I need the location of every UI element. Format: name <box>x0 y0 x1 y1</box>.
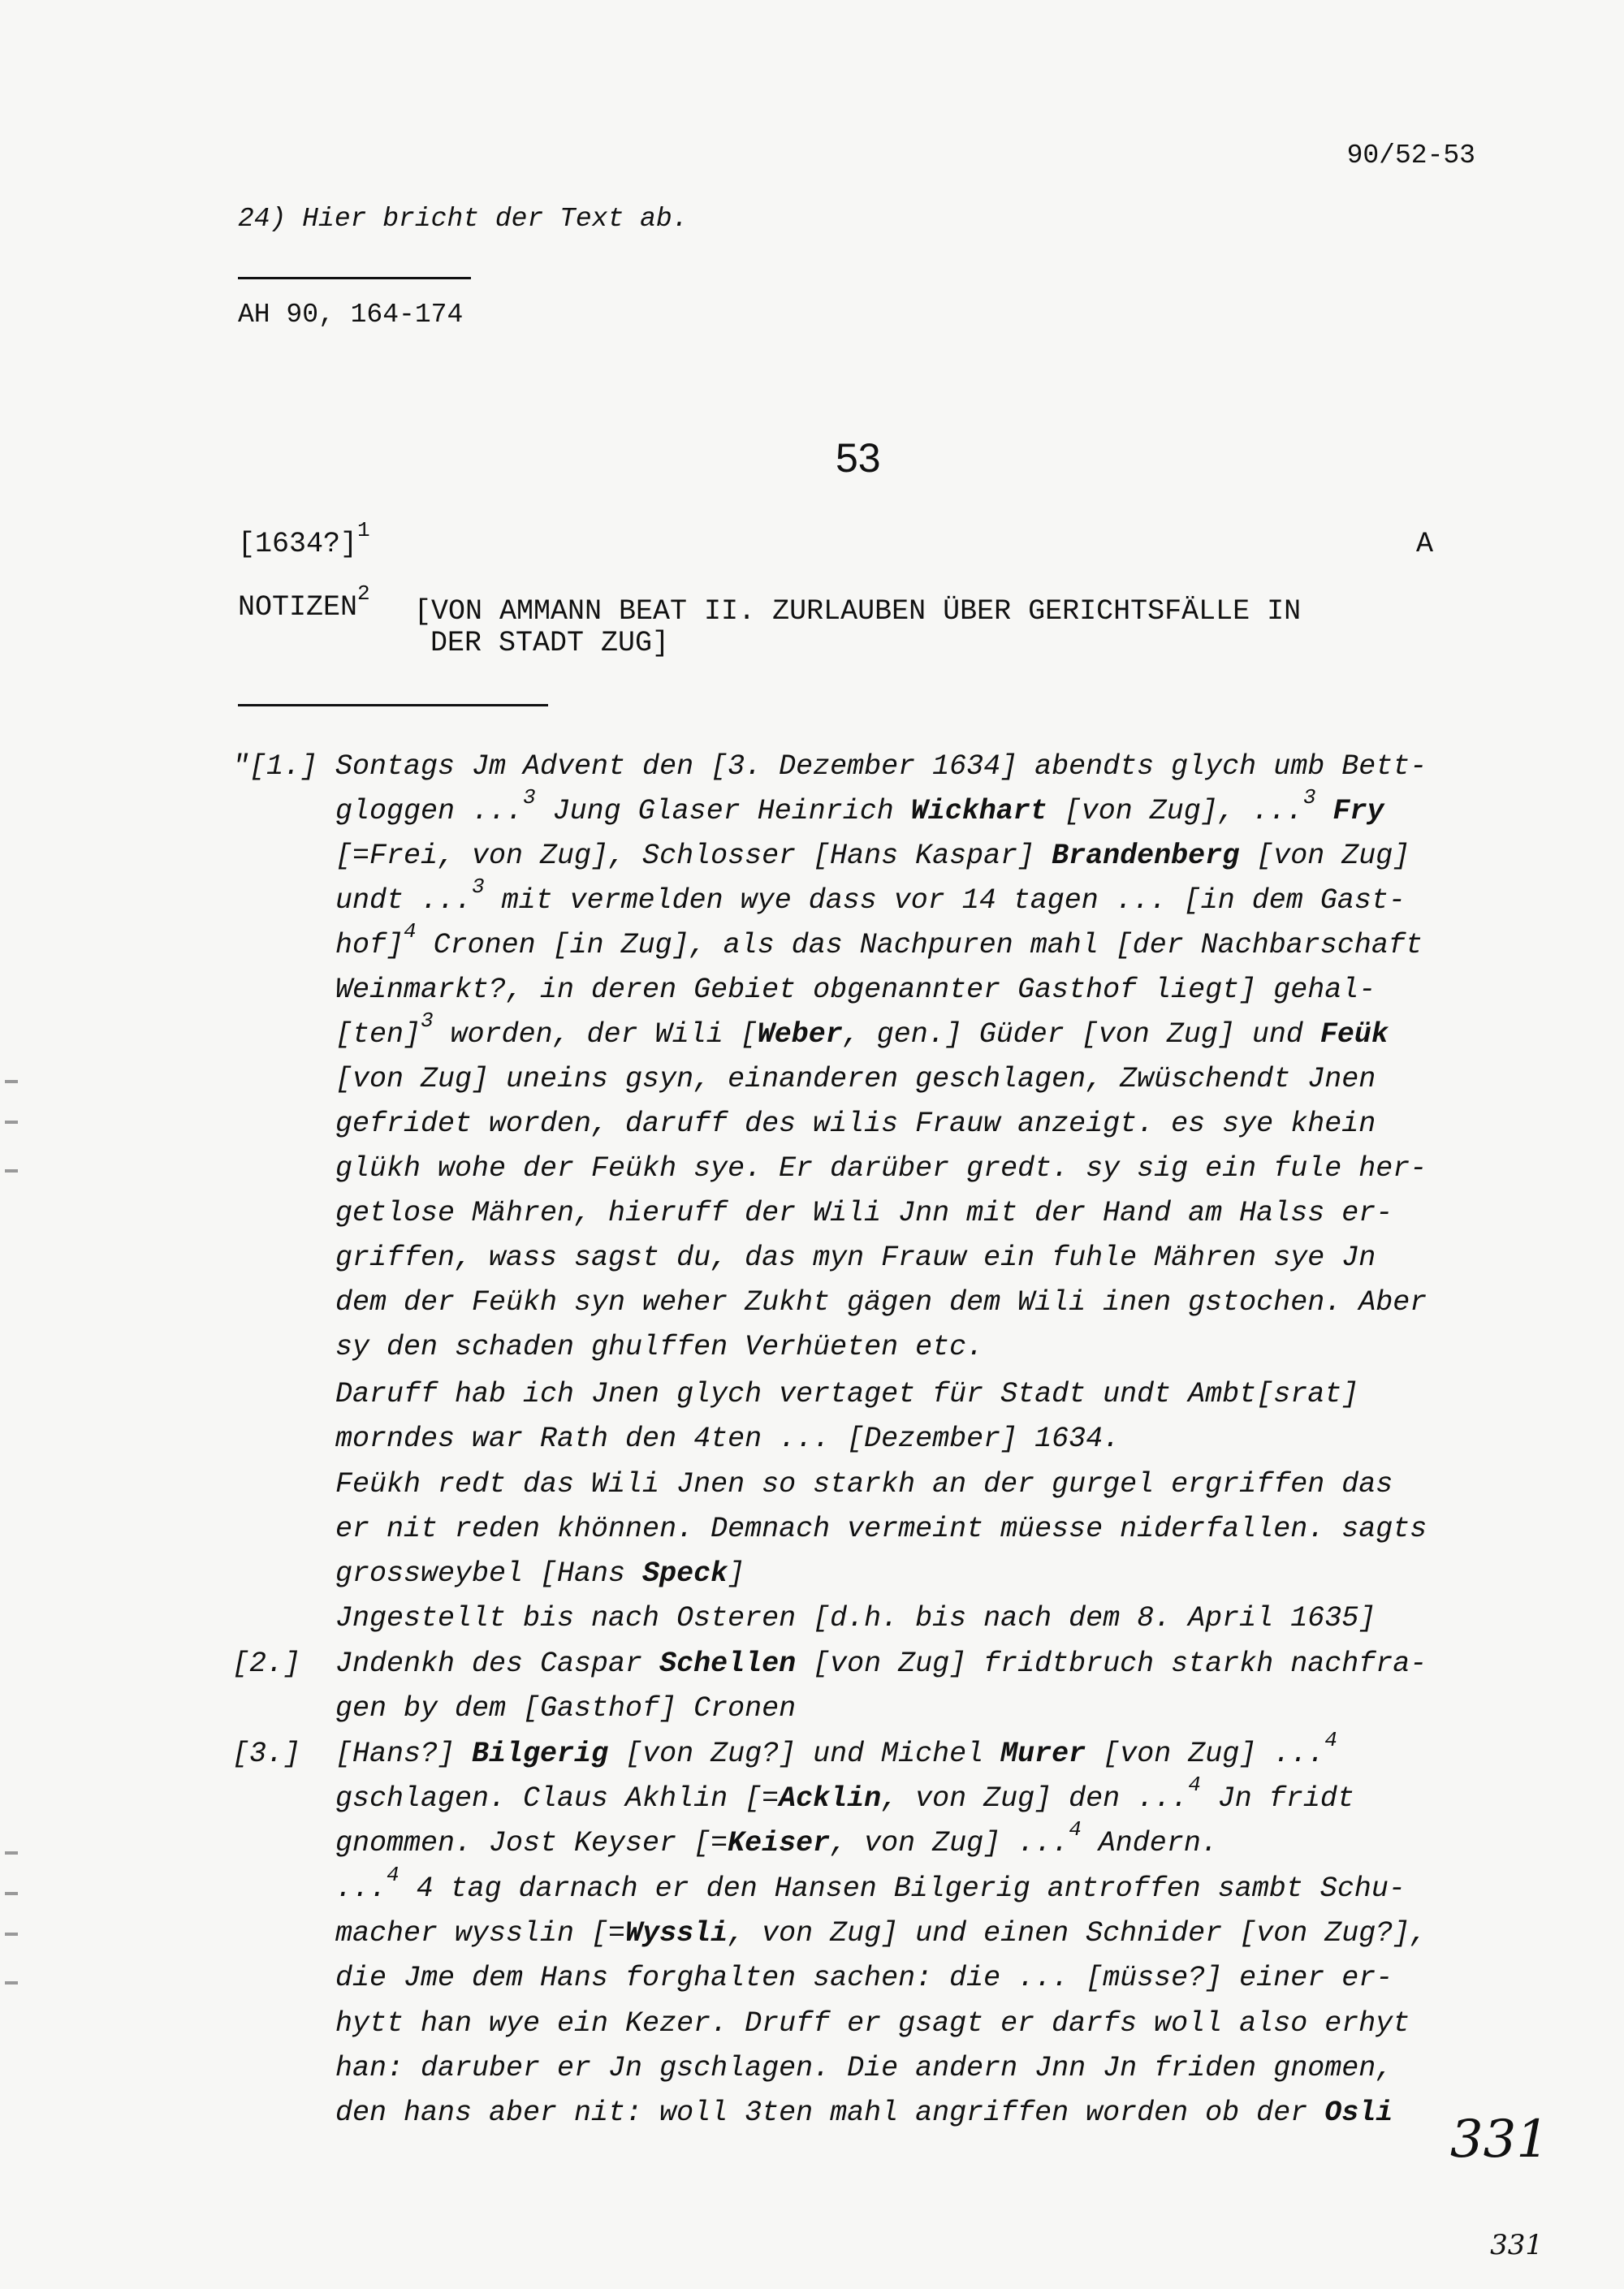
text-run: ] <box>728 1557 745 1590</box>
archive-reference: 90/52-53 <box>1346 140 1475 171</box>
text-line <box>335 875 1406 917</box>
name-bold: Keiser <box>728 1827 831 1859</box>
text-run: , gen.] Güder [von Zug] und <box>842 1018 1320 1051</box>
binding-mark <box>5 1121 18 1124</box>
text-line <box>335 1863 1406 1905</box>
text-run: [ten] <box>335 1018 421 1051</box>
entry-number-1: "[1.] <box>232 750 318 783</box>
text-run: gschlagen. Claus Akhlin [= <box>335 1782 780 1815</box>
name-bold: Fry <box>1332 795 1384 827</box>
text-line <box>335 840 1410 872</box>
text-line: griffen, wass sagst du, das myn Frauw ein fuhle Mähren sye Jn <box>335 1242 1376 1274</box>
footnote-mark: 3 <box>421 1008 434 1034</box>
text-line: [von Zug] uneins gsyn, einanderen geschlagen, Zwüschendt Jnen <box>335 1063 1376 1095</box>
name-bold: Feük <box>1320 1018 1389 1051</box>
binding-mark <box>5 1892 18 1895</box>
footnote-mark: 4 <box>1324 1728 1337 1753</box>
text-line <box>335 1817 1218 1859</box>
text-line: die Jme dem Hans forghalten sachen: die ... [müsse?] einer er- <box>335 1962 1393 1994</box>
text-run: Jndenkh des Caspar <box>335 1648 660 1680</box>
binding-mark <box>5 1933 18 1936</box>
text-run: ... <box>335 1872 387 1905</box>
text-line: sy den schaden ghulffen Verhüeten etc. <box>335 1331 984 1363</box>
text-line: getlose Mähren, hieruff der Wili Jnn mit der Hand am Halss er- <box>335 1197 1393 1229</box>
text-line <box>335 919 1423 961</box>
name-bold: Brandenberg <box>1052 840 1240 872</box>
date-text: [1634?] <box>238 528 358 560</box>
pencil-page-number: 331 <box>1490 2229 1543 2261</box>
text-line <box>335 2097 1393 2129</box>
text-run: , von Zug] den ... <box>881 1782 1189 1815</box>
text-line: er nit reden khönnen. Demnach vermeint müesse niderfallen. sagts <box>335 1513 1427 1545</box>
name-bold: Murer <box>1000 1738 1086 1770</box>
document-date <box>238 518 370 560</box>
notizen-label <box>238 581 370 624</box>
name-bold: Wyssli <box>625 1917 728 1950</box>
text-run: Jung Glaser Heinrich <box>535 795 911 827</box>
notizen-text: NOTIZEN <box>238 591 358 624</box>
text-run: , von Zug] ... <box>830 1827 1069 1859</box>
text-run: grossweybel [Hans <box>335 1557 643 1590</box>
name-bold: Osli <box>1324 2097 1393 2129</box>
binding-mark <box>5 1169 18 1173</box>
name-bold: Schellen <box>659 1648 797 1680</box>
text-run <box>1315 795 1332 827</box>
footnote-mark: 3 <box>472 875 485 900</box>
text-line: Daruff hab ich Jnen glych vertaget für Stadt undt Ambt[srat] <box>335 1378 1359 1410</box>
text-line: morndes war Rath den 4ten ... [Dezember] 1634. <box>335 1423 1121 1455</box>
footnote-mark: 3 <box>1302 785 1316 810</box>
text-line: Sontags Jm Advent den [3. Dezember 1634] abendts glych umb Bett- <box>335 750 1427 783</box>
document-number: 53 <box>836 435 881 481</box>
text-line: Weinmarkt?, in deren Gebiet obgenannter Gasthof liegt] gehal- <box>335 974 1376 1006</box>
text-run: [von Zug], ... <box>1047 795 1303 827</box>
text-line: Jngestellt bis nach Osteren [d.h. bis nach dem 8. April 1635] <box>335 1602 1376 1635</box>
text-line <box>335 1008 1389 1051</box>
text-run: [von Zug] fridtbruch starkh nachfra- <box>796 1648 1427 1680</box>
text-run: 4 tag darnach er den Hansen Bilgerig antroffen sambt Schu- <box>399 1872 1406 1905</box>
text-line <box>335 1917 1427 1950</box>
document-title-cont: DER STADT ZUG] <box>430 627 670 659</box>
text-run: [=Frei, von Zug], Schlosser [Hans Kaspar] <box>335 840 1052 872</box>
text-run: gnommen. Jost Keyser [= <box>335 1827 728 1859</box>
name-bold: Weber <box>757 1018 843 1051</box>
text-line <box>335 1728 1337 1770</box>
text-line: Feükh redt das Wili Jnen so starkh an der gurgel ergriffen das <box>335 1468 1393 1501</box>
divider <box>238 277 471 279</box>
binding-mark <box>5 1080 18 1083</box>
entry-number-3: [3.] <box>232 1738 301 1770</box>
text-run: undt ... <box>335 884 473 917</box>
text-run: Cronen [in Zug], als das Nachpuren mahl [der Nachbarschaft <box>416 929 1423 961</box>
text-line: gefridet worden, daruff des wilis Frauw anzeigt. es sye khein <box>335 1108 1376 1140</box>
text-run: [von Zug] ... <box>1086 1738 1325 1770</box>
text-line: hytt han wye ein Kezer. Druff er gsagt er darfs woll also erhyt <box>335 2007 1410 2040</box>
footnote-24: 24) Hier bricht der Text ab. <box>238 204 689 234</box>
footnote-mark: 4 <box>1188 1773 1201 1798</box>
document-title: [VON AMMANN BEAT II. ZURLAUBEN ÜBER GERICHTSFÄLLE IN <box>414 595 1302 628</box>
text-line <box>335 1557 745 1590</box>
version-letter: A <box>1416 528 1434 560</box>
binding-mark <box>5 1851 18 1855</box>
text-run: [Hans?] <box>335 1738 473 1770</box>
divider <box>238 704 548 706</box>
text-run: worden, der Wili [ <box>433 1018 758 1051</box>
text-run: hof] <box>335 929 404 961</box>
footnote-mark: 1 <box>357 518 370 543</box>
text-run: den hans aber nit: woll 3ten mahl angriffen worden ob der <box>335 2097 1325 2129</box>
text-line: glükh wohe der Feükh sye. Er darüber gredt. sy sig ein fule her- <box>335 1152 1427 1185</box>
footnote-mark: 4 <box>387 1863 400 1888</box>
text-line <box>335 1773 1354 1815</box>
text-line <box>335 785 1384 827</box>
text-line: gen by dem [Gasthof] Cronen <box>335 1692 797 1725</box>
text-run: Jn fridt <box>1200 1782 1354 1815</box>
footnote-mark: 4 <box>404 919 417 944</box>
text-run: [von Zug?] und Michel <box>608 1738 1001 1770</box>
text-run: macher wysslin [= <box>335 1917 626 1950</box>
text-run: mit vermelden wye dass vor 14 tagen ... [in dem Gast- <box>484 884 1406 917</box>
text-run: Andern. <box>1081 1827 1218 1859</box>
source-reference: AH 90, 164-174 <box>238 300 464 330</box>
text-run: , von Zug] und einen Schnider [von Zug?], <box>728 1917 1427 1950</box>
text-line: dem der Feükh syn weher Zukht gägen dem Wili inen gstochen. Aber <box>335 1286 1427 1319</box>
name-bold: Speck <box>642 1557 728 1590</box>
footnote-mark: 3 <box>523 785 536 810</box>
entry-number-2: [2.] <box>232 1648 301 1680</box>
text-line: han: daruber er Jn gschlagen. Die andern Jnn Jn friden gnomen, <box>335 2052 1393 2084</box>
footnote-mark: 2 <box>357 581 370 607</box>
name-bold: Bilgerig <box>472 1738 609 1770</box>
text-run: [von Zug] <box>1239 840 1410 872</box>
binding-mark <box>5 1981 18 1985</box>
handwritten-page-number: 331 <box>1449 2110 1549 2170</box>
text-run: gloggen ... <box>335 795 524 827</box>
name-bold: Acklin <box>779 1782 882 1815</box>
footnote-mark: 4 <box>1069 1817 1082 1842</box>
text-line <box>335 1648 1427 1680</box>
name-bold: Wickhart <box>910 795 1047 827</box>
